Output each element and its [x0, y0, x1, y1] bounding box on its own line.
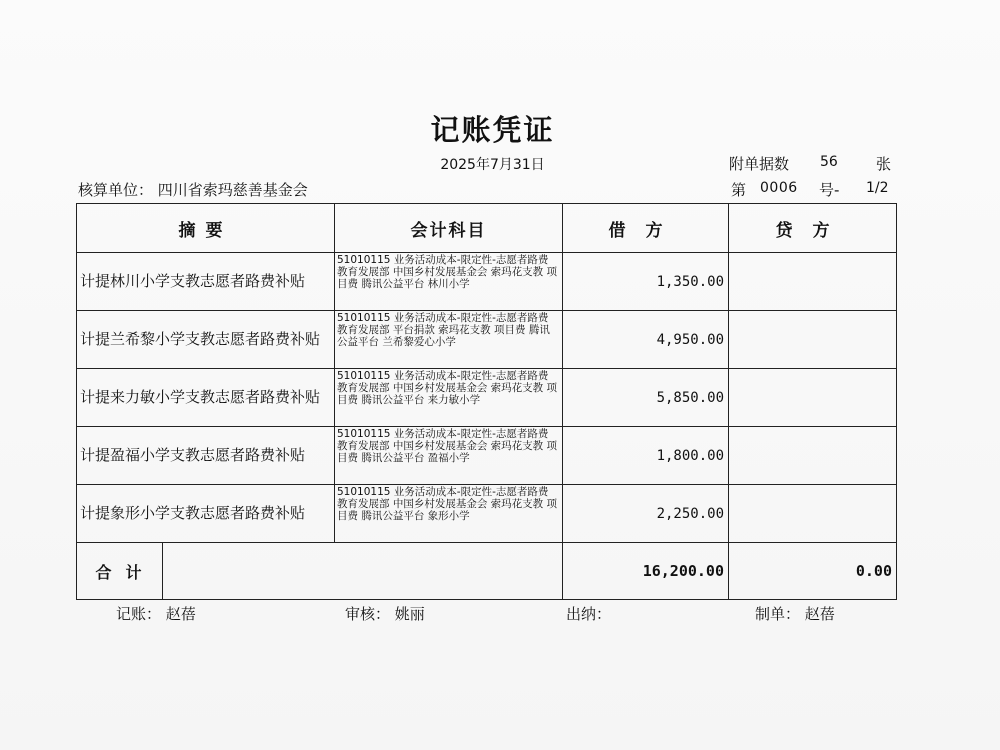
row-subject: 51010115 业务活动成本-限定性-志愿者路费 教育发展部 中国乡村发展基金会 索玛花支教 项目费 腾讯公益平台 来力敏小学: [335, 369, 563, 427]
row-credit: [729, 311, 897, 369]
row-subject: 51010115 业务活动成本-限定性-志愿者路费 教育发展部 中国乡村发展基金会 索玛花支教 项目费 腾讯公益平台 盈福小学: [335, 427, 563, 485]
total-debit: 16,200.00: [563, 543, 729, 600]
row-credit: [729, 253, 897, 311]
header-credit: 贷方: [729, 204, 897, 253]
total-label-cell: [77, 543, 563, 600]
row-credit: [729, 427, 897, 485]
table-row: [77, 427, 897, 485]
table-row: [77, 253, 897, 311]
row-debit: 1,350.00: [563, 253, 729, 311]
row-summary: 计提兰希黎小学支教志愿者路费补贴: [77, 311, 335, 369]
total-row: [77, 543, 897, 600]
table-row: [77, 485, 897, 543]
voucher-title: 记账凭证: [430, 113, 555, 147]
row-debit: 4,950.00: [563, 311, 729, 369]
header-debit: 借方: [563, 204, 729, 253]
accounting-unit: 核算单位： 四川省索玛慈善基金会: [78, 181, 308, 199]
table-row: [77, 311, 897, 369]
voucher-number-label: 第: [731, 181, 747, 199]
table-row: [77, 369, 897, 427]
table-header-row: [77, 204, 897, 253]
voucher-date: 2025年7月31日: [440, 157, 545, 173]
attachments-unit: 张: [876, 155, 892, 173]
row-summary: 计提林川小学支教志愿者路费补贴: [77, 253, 335, 311]
row-subject: 51010115 业务活动成本-限定性-志愿者路费 教育发展部 中国乡村发展基金会 索玛花支教 项目费 腾讯公益平台 林川小学: [335, 253, 563, 311]
attachments-label: 附单据数: [729, 155, 790, 173]
header-summary: 摘要: [77, 204, 335, 253]
bookkeeper: 记账： 赵蓓: [116, 605, 196, 623]
voucher-page-count: 1/2: [866, 180, 889, 196]
header-subject: 会计科目: [335, 204, 563, 253]
row-subject: 51010115 业务活动成本-限定性-志愿者路费 教育发展部 中国乡村发展基金会 索玛花支教 项目费 腾讯公益平台 象形小学: [335, 485, 563, 543]
voucher-number: 0006: [760, 180, 798, 196]
row-credit: [729, 369, 897, 427]
row-summary: 计提盈福小学支教志愿者路费补贴: [77, 427, 335, 485]
row-summary: 计提象形小学支教志愿者路费补贴: [77, 485, 335, 543]
row-debit: 2,250.00: [563, 485, 729, 543]
attachments-count: 56: [820, 154, 838, 170]
voucher-number-suffix: 号-: [819, 181, 840, 199]
preparer: 制单： 赵蓓: [755, 605, 835, 623]
total-credit: 0.00: [729, 543, 897, 600]
row-credit: [729, 485, 897, 543]
voucher-table: [76, 203, 897, 600]
row-subject: 51010115 业务活动成本-限定性-志愿者路费 教育发展部 平台捐款 索玛花支教 项目费 腾讯公益平台 兰希黎爱心小学: [335, 311, 563, 369]
reviewer: 审核： 姚丽: [345, 605, 425, 623]
cashier: 出纳：: [566, 605, 612, 623]
total-label: 合计: [77, 543, 163, 599]
row-debit: 5,850.00: [563, 369, 729, 427]
row-debit: 1,800.00: [563, 427, 729, 485]
total-blank: [163, 543, 562, 599]
row-summary: 计提来力敏小学支教志愿者路费补贴: [77, 369, 335, 427]
